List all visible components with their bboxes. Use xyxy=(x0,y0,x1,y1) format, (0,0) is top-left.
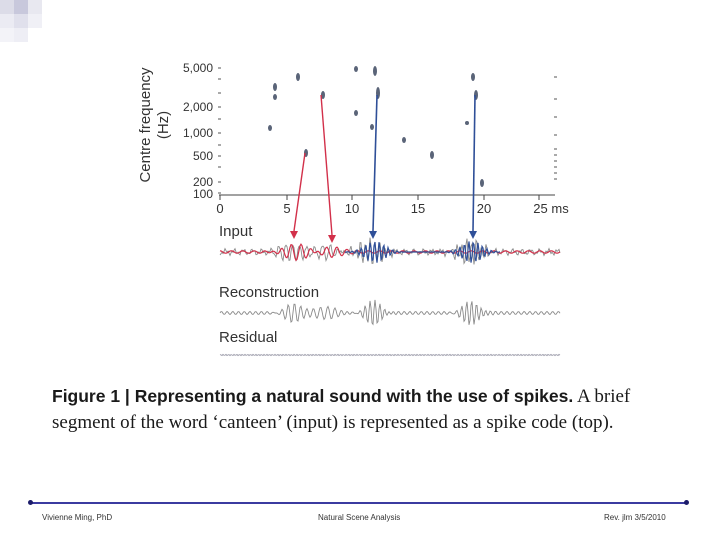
xtick-15: 15 xyxy=(410,201,426,216)
ytick-5000: 5,000 xyxy=(182,61,213,75)
xtick-10: 10 xyxy=(344,201,360,216)
ytick-200: 200 xyxy=(192,175,213,189)
red-arrowhead-1 xyxy=(290,231,298,239)
spike-code-figure xyxy=(120,55,580,365)
xtick-5: 5 xyxy=(283,201,291,216)
footer-title: Natural Scene Analysis xyxy=(318,513,401,522)
reconstruction-waveform xyxy=(220,300,560,325)
red-arrow-1 xyxy=(294,153,305,231)
label-input: Input xyxy=(219,223,253,240)
ytick-500: 500 xyxy=(192,149,213,163)
red-arrowhead-2 xyxy=(328,235,336,243)
footer-rule xyxy=(30,502,686,504)
xtick-0: 0 xyxy=(216,201,224,216)
corner-decoration xyxy=(0,0,60,50)
label-residual: Residual xyxy=(219,329,278,346)
ytick-1000: 1,000 xyxy=(182,126,213,140)
y-axis-unit: (Hz) xyxy=(155,110,172,140)
ytick-100: 100 xyxy=(192,187,213,201)
blue-arrow-1 xyxy=(373,95,377,231)
xtick-25ms: 25 ms xyxy=(533,201,569,216)
figure-caption xyxy=(52,383,692,436)
footer-rule-end xyxy=(684,500,689,505)
blue-arrow-2 xyxy=(473,95,475,231)
residual-waveform xyxy=(220,354,560,355)
footer-revision: Rev. jlm 3/5/2010 xyxy=(604,513,666,522)
footer-author: Vivienne Ming, PhD xyxy=(42,513,113,522)
xtick-20: 20 xyxy=(476,201,492,216)
y-axis-label: Centre frequency xyxy=(137,67,154,183)
caption-body: A brief segment of the word ‘canteen’ (input) is represented as a spike code (top). xyxy=(52,386,631,433)
y-tick-marks xyxy=(218,68,557,193)
blue-arrowhead-2 xyxy=(469,231,477,239)
ytick-2000: 2,000 xyxy=(182,100,213,114)
red-arrow-2 xyxy=(321,95,332,235)
label-reconstruction: Reconstruction xyxy=(219,284,320,301)
footer-rule-start xyxy=(28,500,33,505)
caption-lead: Figure 1 | Representing a natural sound with the use of spikes. xyxy=(52,386,574,406)
input-waveforms xyxy=(220,238,560,265)
